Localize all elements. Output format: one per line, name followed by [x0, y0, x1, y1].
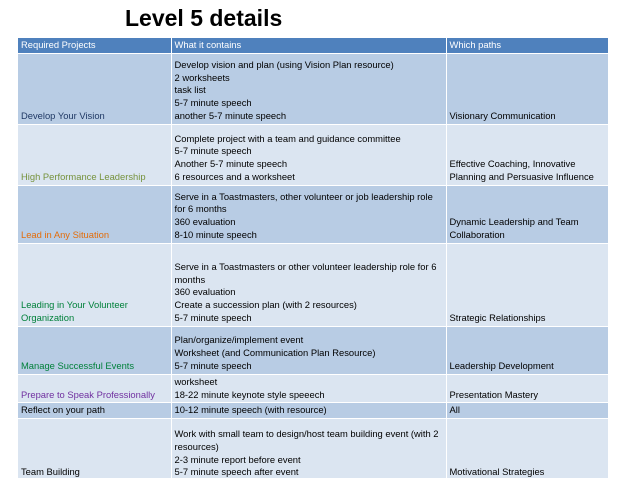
- paths-cell: Visionary Communication: [446, 53, 608, 124]
- contents-cell: [171, 403, 446, 419]
- content-line: Plan/organize/implement event: [174, 334, 304, 346]
- content-line: 6 resources and a worksheet: [174, 171, 295, 182]
- content-line: worksheet: [174, 375, 218, 387]
- project-cell: Prepare to Speak Professionally: [18, 374, 171, 403]
- contents-cell: [171, 419, 446, 478]
- project-cell: Develop Your Vision: [18, 53, 171, 124]
- contents-cell: [171, 53, 446, 124]
- content-line: 2 worksheets: [174, 71, 230, 83]
- column-header-what-it-contains: What it contains: [171, 38, 446, 53]
- content-line: Serve in a Toastmasters or other volunteer leadership role for 6 months: [174, 260, 437, 285]
- table-row: [18, 53, 608, 124]
- content-line: Complete project with a team and guidance committee: [174, 132, 401, 144]
- content-line: Work with small team to design/host team building event (with 2 resources): [174, 428, 439, 452]
- table-row: [18, 124, 608, 185]
- content-line: Develop vision and plan (using Vision Plan resource): [174, 58, 394, 70]
- table-row: [18, 243, 608, 326]
- project-cell: Reflect on your path: [18, 403, 171, 419]
- content-line: 5-7 minute speech after event: [174, 466, 299, 478]
- content-line: 360 evaluation: [174, 286, 236, 298]
- project-cell: High Performance Leadership: [18, 124, 171, 185]
- table-row: [18, 326, 608, 374]
- contents-cell: [171, 185, 446, 243]
- content-line: 10-12 minute speech (with resource): [174, 404, 327, 416]
- contents-cell: [171, 374, 446, 403]
- content-line: 5-7 minute speech: [174, 312, 252, 323]
- content-line: 360 evaluation: [174, 216, 236, 228]
- content-line: 5-7 minute speech: [174, 360, 252, 371]
- paths-cell: All: [446, 403, 608, 419]
- table-row: [18, 403, 608, 419]
- content-line: Create a succession plan (with 2 resources): [174, 299, 357, 311]
- content-line: Another 5-7 minute speech: [174, 158, 288, 170]
- paths-cell: Motivational Strategies: [446, 419, 608, 478]
- content-line: 18-22 minute keynote style speeech: [174, 388, 325, 400]
- content-line: another 5-7 minute speech: [174, 110, 287, 121]
- content-line: Worksheet (and Communication Plan Resource): [174, 347, 376, 359]
- paths-cell: Leadership Development: [446, 326, 608, 374]
- paths-cell: Presentation Mastery: [446, 374, 608, 403]
- paths-cell: Dynamic Leadership and Team Collaboration: [446, 185, 608, 243]
- column-header-required-projects: Required Projects: [18, 38, 171, 53]
- content-line: Serve in a Toastmasters, other volunteer or job leadership role for 6 months: [174, 190, 433, 215]
- contents-cell: [171, 124, 446, 185]
- table-row: [18, 185, 608, 243]
- table-row: [18, 374, 608, 403]
- paths-cell: Effective Coaching, Innovative Planning and Persuasive Influence: [446, 124, 608, 185]
- contents-cell: [171, 243, 446, 326]
- contents-cell: [171, 326, 446, 374]
- project-cell: Team Building: [18, 419, 171, 478]
- project-cell: Leading in Your Volunteer Organization: [18, 243, 171, 326]
- content-line: 5-7 minute speech: [174, 145, 252, 157]
- level-details-table: [18, 38, 608, 478]
- project-cell: Manage Successful Events: [18, 326, 171, 374]
- table-header-row: [18, 38, 608, 53]
- page-title: Level 5 details: [125, 5, 283, 31]
- content-line: 8-10 minute speech: [174, 229, 257, 240]
- project-cell: Lead in Any Situation: [18, 185, 171, 243]
- table-row: [18, 419, 608, 478]
- content-line: task list: [174, 84, 206, 96]
- content-line: 5-7 minute speech: [174, 97, 252, 109]
- content-line: 2-3 minute report before event: [174, 453, 301, 465]
- column-header-which-paths: Which paths: [446, 38, 608, 53]
- paths-cell: Strategic Relationships: [446, 243, 608, 326]
